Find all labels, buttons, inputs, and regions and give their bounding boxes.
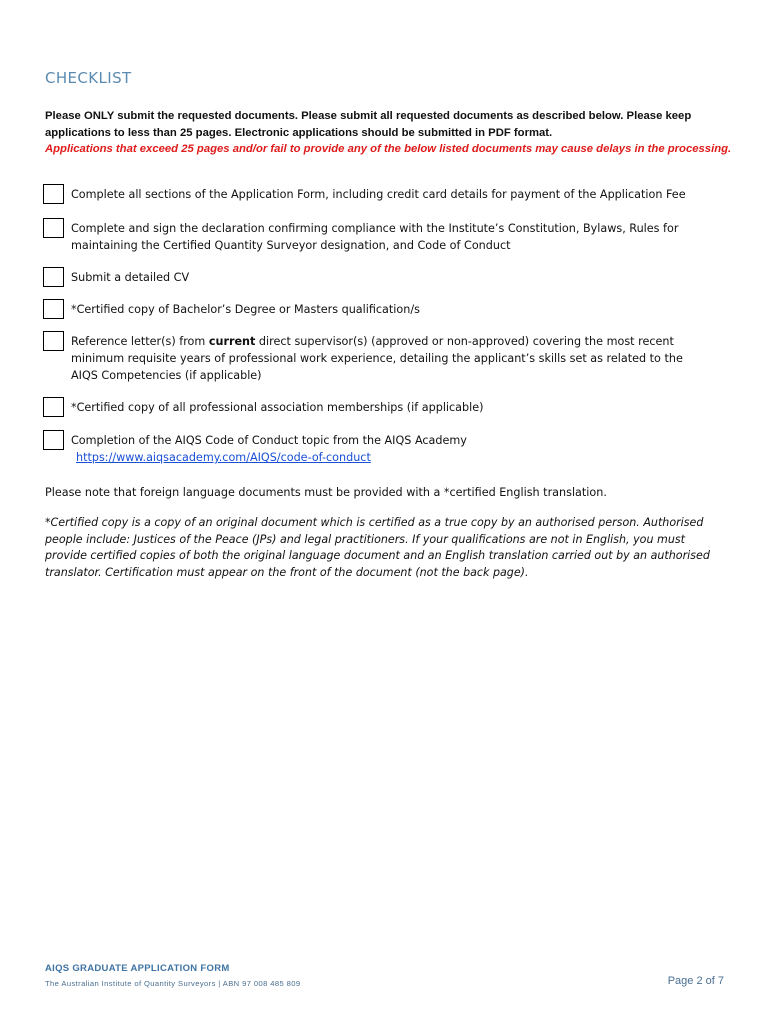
checklist-item-label — [71, 333, 711, 384]
checkbox[interactable] — [43, 184, 64, 204]
checkbox[interactable] — [43, 299, 64, 319]
code-of-conduct-link[interactable]: https://www.aiqsacademy.com/AIQS/code-of-conduct — [76, 451, 371, 464]
checkbox[interactable] — [43, 397, 64, 417]
checklist-item-label: Complete all sections of the Application Form, including credit card details for payment of the Application Fee — [71, 188, 686, 201]
intro-warning-text: Applications that exceed 25 pages and/or fail to provide any of the below listed documents may cause delays in the processing. — [45, 143, 732, 155]
code-of-conduct-text: Completion of the AIQS Code of Conduct topic from the AIQS Academy — [71, 434, 467, 447]
reference-text-after: direct supervisor(s) (approved or non-approved) covering the most recent minimum requisite years of professional work experience, detailing the applicant’s skills set as related to the AIQS Competencies (if applicable) — [71, 335, 683, 382]
reference-text-emphasis: current — [208, 335, 256, 348]
checklist-item-label — [71, 432, 711, 466]
footer-organization: The Australian Institute of Quantity Surveyors | ABN 97 008 485 809 — [45, 979, 301, 988]
intro-instructions — [45, 108, 735, 158]
checklist-item-label: Complete and sign the declaration confirming compliance with the Institute’s Constitution, Bylaws, Rules for maintaining the Certified Quantity Surveyor designation, and Code of Conduct — [71, 222, 679, 252]
checklist-item-label: Submit a detailed CV — [71, 271, 190, 284]
checkbox[interactable] — [43, 430, 64, 450]
checkbox[interactable] — [43, 267, 64, 287]
reference-text-before: Reference letter(s) from — [71, 335, 209, 348]
certified-copy-note: *Certified copy is a copy of an original document which is certified as a true copy by an authorised person. Authorised people include: Justices of the Peace (JPs) and legal practitioners. If your qualifications are not in English, you must provide certified copies of both the original language document and an English translation carried out by an authorised translator. Certification must appear on the front of the document (not the back page). — [45, 516, 710, 580]
page-title: CHECKLIST — [45, 69, 132, 87]
translation-note: Please note that foreign language documents must be provided with a *certified English translation. — [45, 486, 607, 499]
checkbox[interactable] — [43, 331, 64, 351]
checklist-item-label: *Certified copy of Bachelor’s Degree or Masters qualification/s — [71, 303, 420, 316]
intro-bold-text: Please ONLY submit the requested documents. Please submit all requested documents as described below. Please keep applications to less than 25 pages. Electronic applications should be submitted in PDF format. — [45, 110, 692, 139]
page-number: Page 2 of 7 — [667, 975, 724, 987]
footer-form-title: AIQS GRADUATE APPLICATION FORM — [45, 963, 230, 974]
checklist-item-label: *Certified copy of all professional association memberships (if applicable) — [71, 401, 484, 414]
checkbox[interactable] — [43, 218, 64, 238]
